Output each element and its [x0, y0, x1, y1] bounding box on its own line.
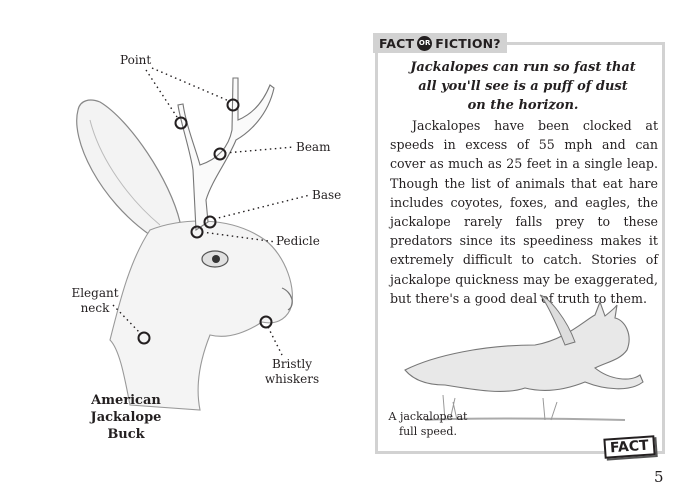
title-line-3: Buck: [107, 427, 145, 442]
caption-line-1: A jackalope at: [388, 410, 468, 423]
title-line-2: Jackalope: [90, 410, 162, 425]
or-badge-icon: OR: [417, 36, 432, 51]
label-pedicle: Pedicle: [276, 234, 320, 248]
photo-caption: [383, 409, 473, 439]
title-line-1: American: [91, 393, 161, 408]
illustration-title: [86, 392, 166, 443]
label-neck-line2: neck: [80, 301, 110, 315]
fact-verdict-stamp: FACT: [603, 435, 655, 458]
label-neck-line1: Elegant: [71, 286, 119, 300]
sidebar-headline: [388, 58, 658, 115]
label-whiskers-line1: Bristly: [272, 357, 312, 371]
label-base: Base: [312, 188, 342, 202]
headline-line-3: on the horizon.: [467, 98, 579, 113]
label-bristly-whiskers: [262, 357, 322, 387]
caption-line-2: full speed.: [399, 425, 457, 438]
label-whiskers-line2: whiskers: [264, 372, 320, 386]
header-fiction: FICTION?: [435, 35, 501, 51]
sidebar-body: [390, 116, 658, 308]
fact-or-fiction-header: [373, 33, 507, 53]
header-fact: FACT: [379, 35, 415, 51]
label-elegant-neck: [70, 286, 120, 316]
headline-line-2: all you'll see is a puff of dust: [418, 79, 628, 94]
label-beam: Beam: [296, 140, 331, 154]
page-number: 5: [654, 468, 664, 486]
headline-line-1: Jackalopes can run so fast that: [410, 60, 636, 75]
label-point: Point: [120, 53, 152, 67]
body-paragraph: Jackalopes have been clocked at speeds in excess of 55 mph and can cover as much as 25 feet in a single leap. Though the list of animals that eat hare includes coyotes, foxes, and eagles, the jackalope rarely falls prey to these predators since its speediness makes it extremely difficult to catch. Stories of jackalope quickness may be exaggerated, but there's a good deal of truth to them.: [390, 118, 658, 306]
